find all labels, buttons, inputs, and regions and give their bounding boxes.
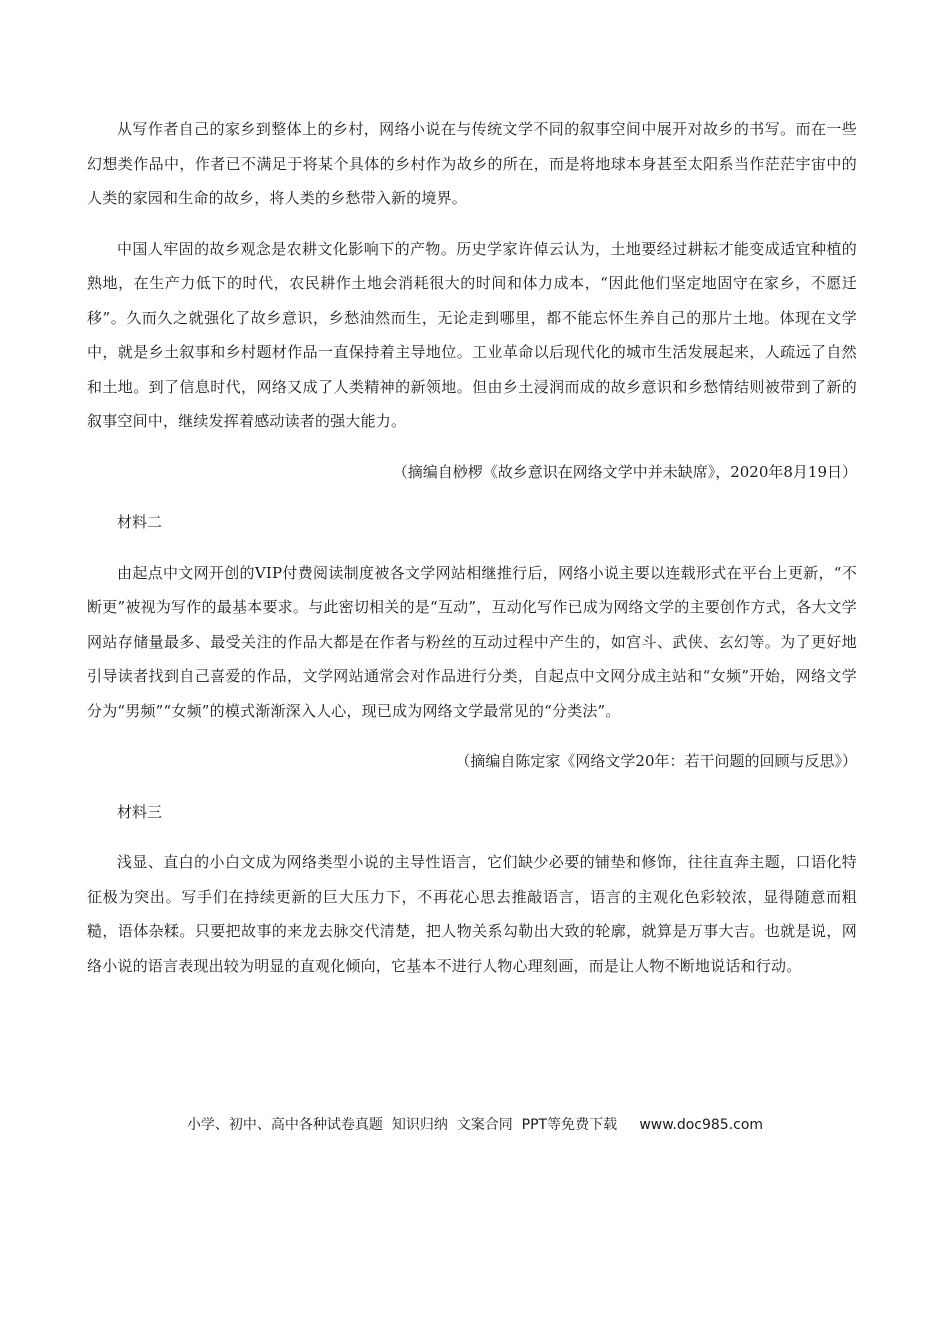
footer-banner: 小学、初中、高中各种试卷真题 知识归纳 文案合同 PPT等免费下载 www.doc985.com	[186, 1117, 764, 1133]
paragraph-vip-reading: 由起点中文网开创的VIP付费阅读制度被各文学网站相继推行后，网络小说主要以连载形式在平台上更新，“不断更”被视为写作的最基本要求。与此密切相关的是“互动”，互动化写作已成为网络文学的主要创作方式，各大文学网站存储量最多、最受关注的作品大都是在作者与粉丝的互动过程中产生的，如宫斗、武侠、玄幻等。为了更好地引导读者找到自己喜爱的作品，文学网站通常会对作品进行分类，自起点中文网分成主站和“女频”开始，网络文学分为“男频”“女频”的模式渐渐深入人心，现已成为网络文学最常见的“分类法”。	[87, 563, 857, 720]
source-citation-2: （摘编自陈定家《网络文学20年：若干问题的回顾与反思》）	[455, 752, 857, 770]
material-three-heading: 材料三	[117, 802, 163, 821]
paragraph-hometown-writing: 从写作者自己的家乡到整体上的乡村，网络小说在与传统文学不同的叙事空间中展开对故乡的书写。而在一些幻想类作品中，作者已不满足于将某个具体的乡村作为故乡的所在，而是将地球本身甚至太阳系当作茫茫宇宙中的人类的家园和生命的故乡，将人类的乡愁带入新的境界。	[87, 120, 857, 207]
source-citation-1: （摘编自桫椤《故乡意识在网络文学中并未缺席》，2020年8月19日）	[392, 462, 857, 481]
paragraph-language-style: 浅显、直白的小白文成为网络类型小说的主导性语言，它们缺少必要的铺垫和修饰，往往直奔主题，口语化特征极为突出。写手们在持续更新的巨大压力下，不再花心思去推敲语言，语言的主观化色彩较浓，显得随意而粗糙，语体杂糅。只要把故事的来龙去脉交代清楚，把人物关系勾勒出大致的轮廓，就算是万事大吉。也就是说，网络小说的语言表现出较为明显的直观化倾向，它基本不进行人物心理刻画，而是让人物不断地说话和行动。	[87, 853, 857, 975]
paragraph-hometown-concept: 中国人牢固的故乡观念是农耕文化影响下的产物。历史学家许倬云认为，土地要经过耕耘才能变成适宜种植的熟地，在生产力低下的时代，农民耕作土地会消耗很大的时间和体力成本，“因此他们坚定地固守在家乡，不愿迁移”。久而久之就强化了故乡意识，乡愁油然而生，无论走到哪里，都不能忘怀生养自己的那片土地。体现在文学中，就是乡土叙事和乡村题材作品一直保持着主导地位。工业革命以后现代化的城市生活发展起来，人疏远了自然和土地。到了信息时代，网络又成了人类精神的新领地。但由乡土浸润而成的故乡意识和乡愁情结则被带到了新的叙事空间中，继续发挥着感动读者的强大能力。	[87, 239, 857, 430]
material-two-heading: 材料二	[117, 513, 163, 531]
document-body	[87, 112, 857, 999]
